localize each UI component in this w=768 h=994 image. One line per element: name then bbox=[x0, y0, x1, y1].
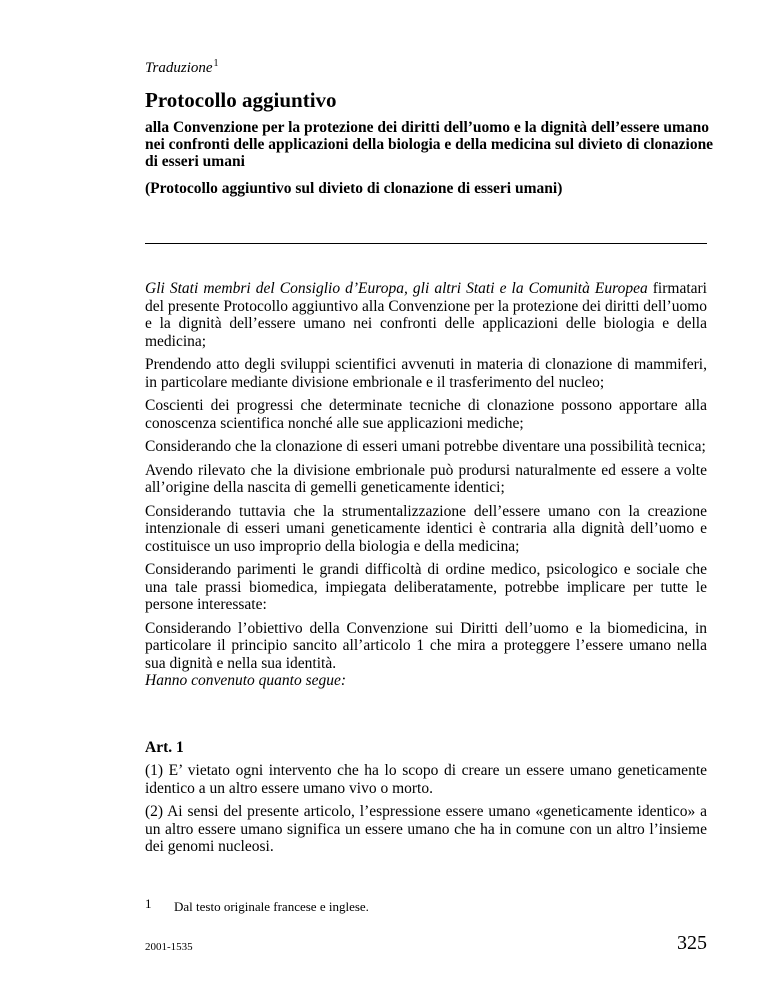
article-body bbox=[145, 762, 707, 862]
document-number: 2001-1535 bbox=[145, 941, 193, 953]
footnote-marker: 1 bbox=[213, 58, 219, 69]
document-subtitle: alla Convenzione per la protezione dei diritti dell’uomo e la dignità dell’essere umano nei confronti delle applicazioni della biologia e della medicina sul divieto di clonazione di esseri umani bbox=[145, 119, 714, 170]
document-title: Protocollo aggiuntivo bbox=[145, 88, 337, 112]
translation-label bbox=[145, 58, 219, 77]
short-title: (Protocollo aggiuntivo sul divieto di clonazione di esseri umani) bbox=[145, 180, 563, 197]
article-heading: Art. 1 bbox=[145, 739, 184, 756]
preamble-paragraph: Avendo rilevato che la divisione embrionale può prodursi naturalmente ed essere a volte all’origine della nascita di gemelli geneticamente identici; bbox=[145, 461, 707, 496]
preamble-closing: Hanno convenuto quanto segue: bbox=[145, 672, 347, 689]
preamble-paragraph: Considerando tuttavia che la strumentalizzazione dell’essere umano con la creazione intenzionale di esseri umani geneticamente identici è contraria alla dignità dell’uomo e costituisce un uso improprio della biologia e della medicina; bbox=[145, 502, 707, 555]
preamble-paragraph: Coscienti dei progressi che determinate tecniche di clonazione possono apportare alla conoscenza scientifica nonché alle sue applicazioni mediche; bbox=[145, 397, 707, 432]
preamble bbox=[145, 280, 707, 696]
separator-rule bbox=[145, 243, 707, 244]
preamble-paragraph: Considerando l’obiettivo della Convenzione sui Diritti dell’uomo e la biomedicina, in particolare il principio sancito all’articolo 1 che mira a proteggere l’essere umano nella sua dignità e nella sua identità. bbox=[145, 619, 707, 672]
preamble-paragraph: Considerando che la clonazione di esseri umani potrebbe diventare una possibilità tecnica; bbox=[145, 438, 706, 455]
preamble-paragraph: Considerando parimenti le grandi difficoltà di ordine medico, psicologico e sociale che una tale prassi biomedica, impiegata deliberatamente, potrebbe implicare per tutte le persone interessate: bbox=[145, 561, 707, 613]
preamble-opening bbox=[145, 280, 707, 350]
translation-label-text: Traduzione bbox=[145, 60, 213, 76]
preamble-paragraph: Prendendo atto degli sviluppi scientifici avvenuti in materia di clonazione di mammiferi, in particolare mediante divisione embrionale e il trasferimento del nucleo; bbox=[145, 356, 707, 391]
preamble-opening-parties: Gli Stati membri del Consiglio d’Europa, gli altri Stati e la Comunità Europea bbox=[145, 280, 648, 297]
footnote-number: 1 bbox=[145, 896, 152, 911]
preamble-opening-rest: firmatari del presente Protocollo aggiuntivo alla Convenzione per la protezione dei diritti dell’uomo e la dignità dell’essere umano nei confronti delle applicazioni delle biologia e della medicina; bbox=[145, 280, 707, 350]
page-number: 325 bbox=[677, 932, 707, 954]
article-paragraph: (2) Ai sensi del presente articolo, l’espressione essere umano «geneticamente identico» a un altro essere umano significa un essere umano che ha in comune con un altro l’insieme dei genomi nucleosi. bbox=[145, 803, 707, 855]
article-paragraph: (1) E’ vietato ogni intervento che ha lo scopo di creare un essere umano geneticamente identico a un altro essere umano vivo o morto. bbox=[145, 762, 707, 797]
footnote-text: Dal testo originale francese e inglese. bbox=[174, 899, 369, 914]
